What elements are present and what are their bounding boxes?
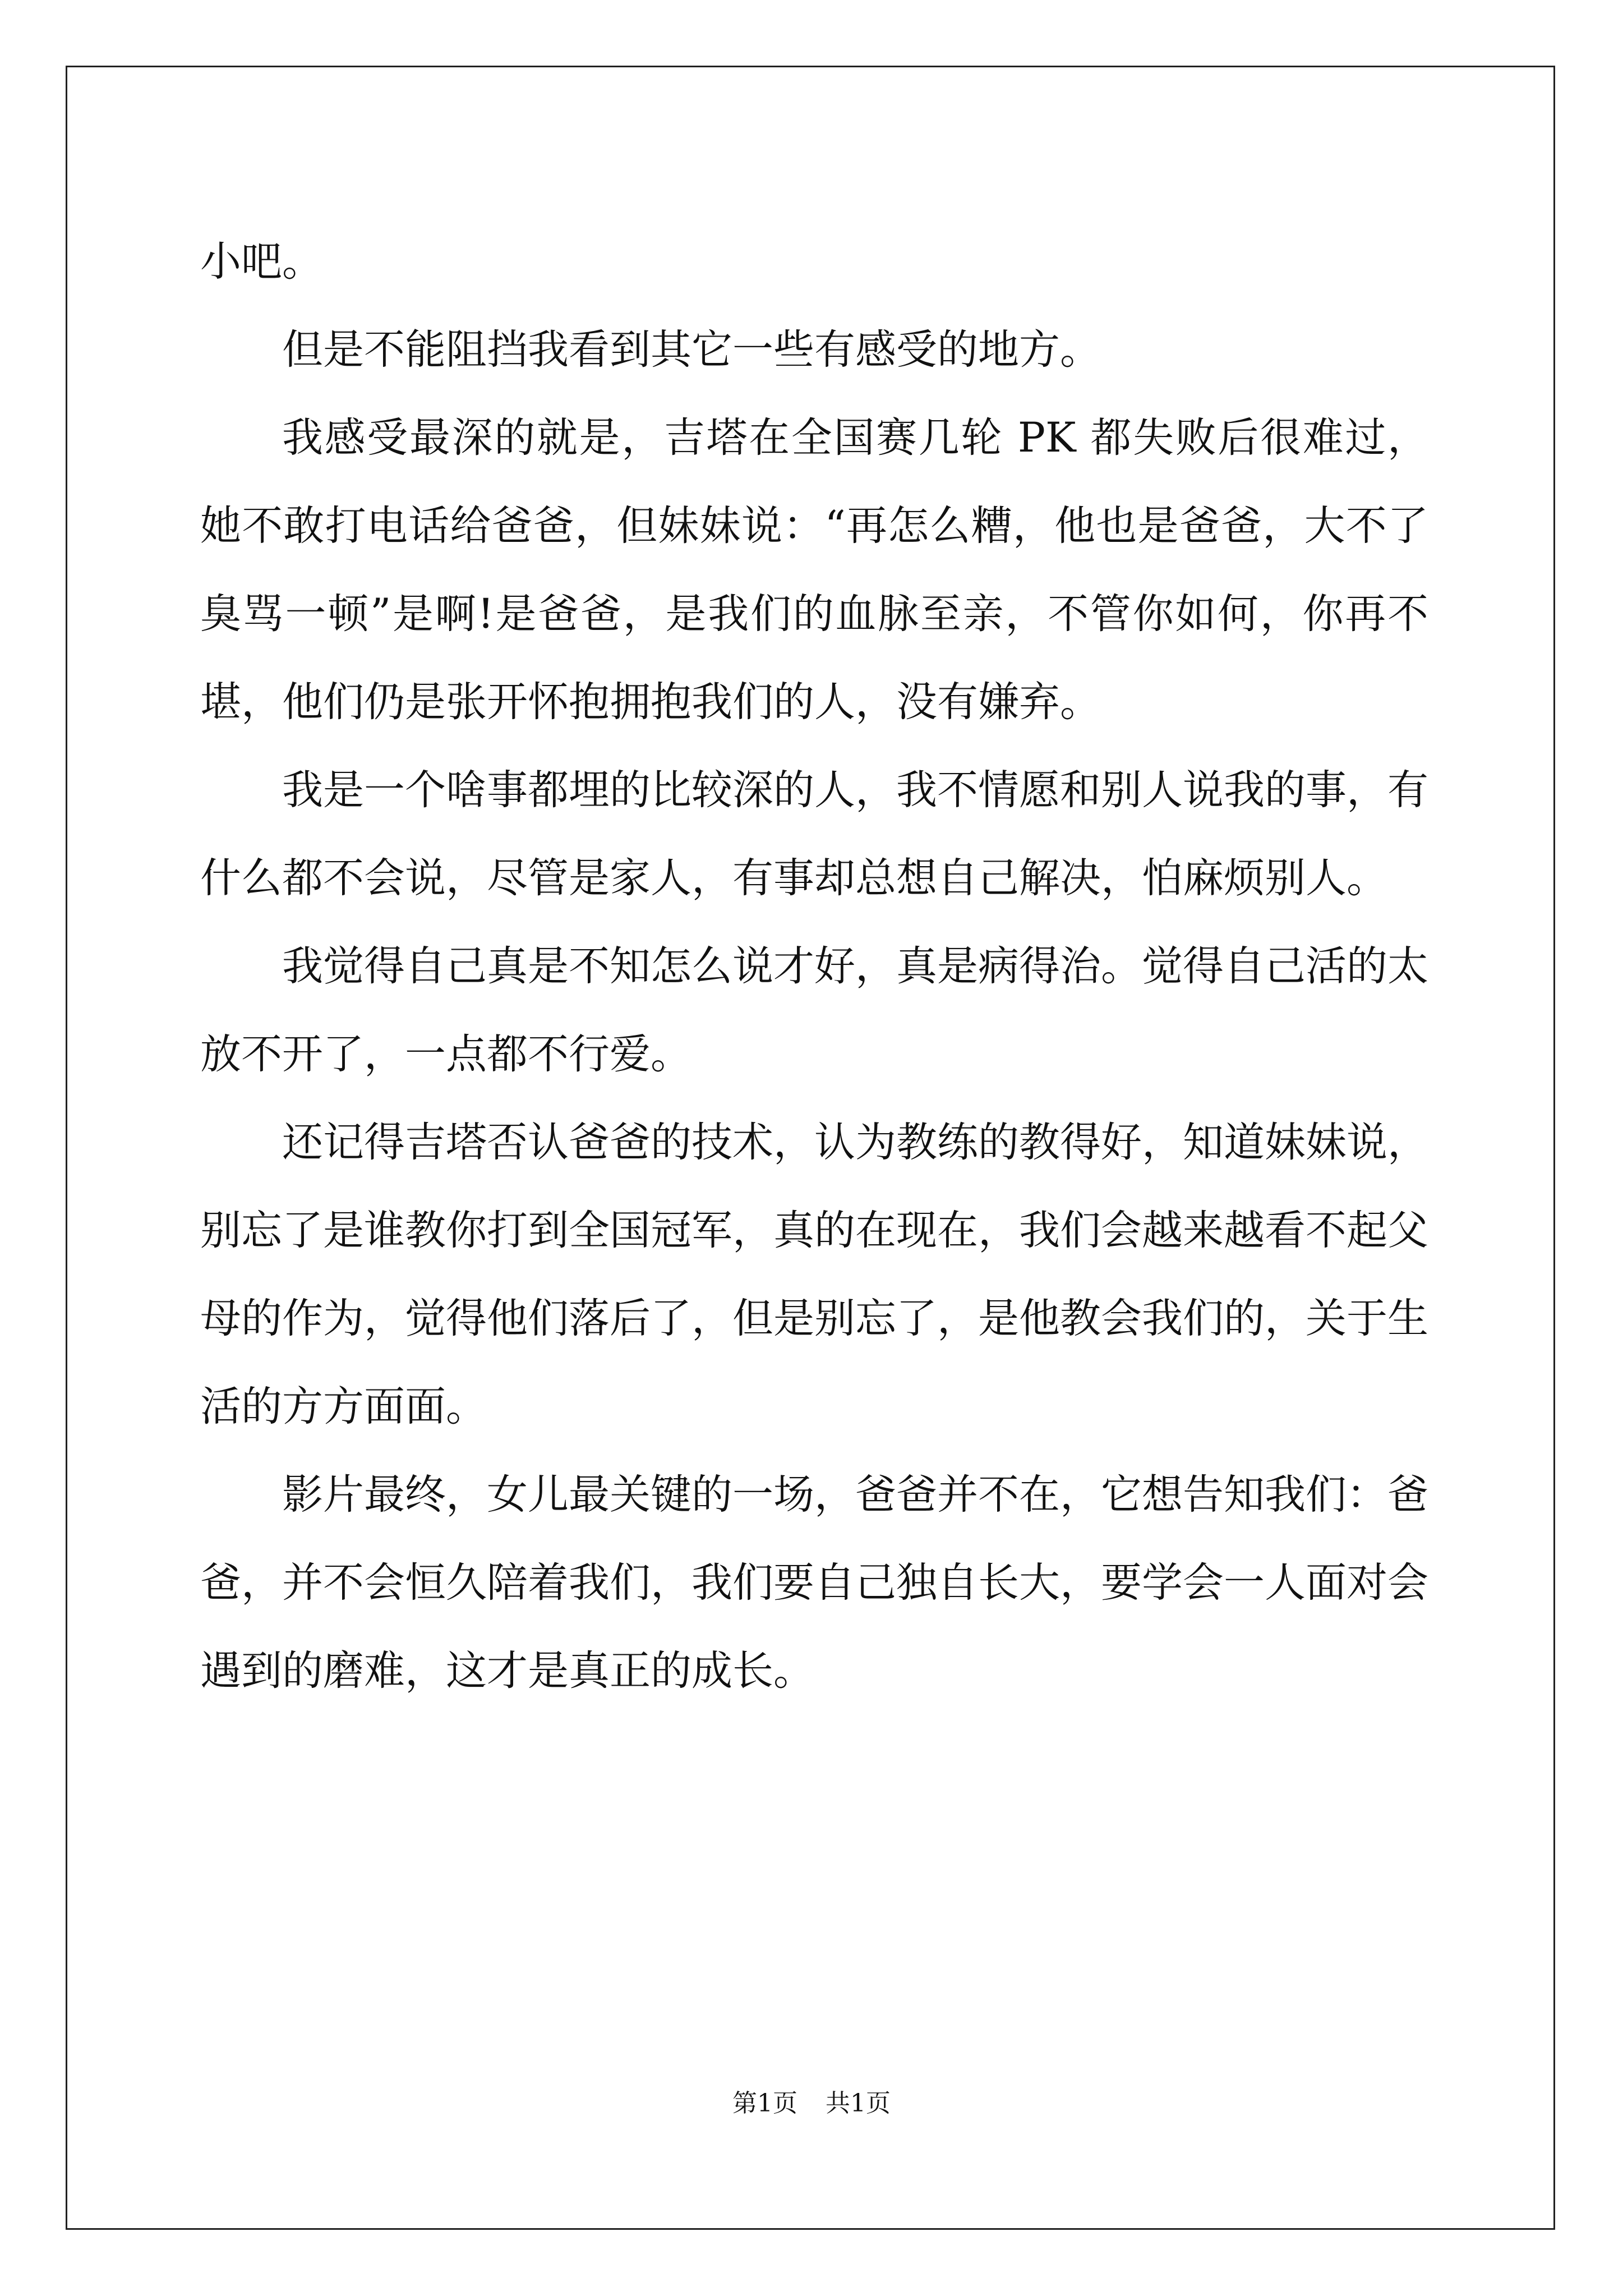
paragraph-4: 我是一个啥事都埋的比较深的人，我不情愿和别人说我的事，有什么都不会说，尽管是家人，有事却总想自己解决，怕麻烦别人。 (200, 766, 1428, 902)
document-body (200, 218, 1428, 1715)
paragraph-3: 我感受最深的就是，吉塔在全国赛几轮 PK 都失败后很难过，她不敢打电话给爸爸，但妹妹说：“再怎么糟，他也是爸爸，大不了臭骂一顿”是啊!是爸爸，是我们的血脉至亲，不管你如何，你再不堪，他们仍是张开怀抱拥抱我们的人，没有嫌弃。 (200, 414, 1428, 726)
paragraph-7: 影片最终，女儿最关键的一场，爸爸并不在，它想告知我们：爸爸，并不会恒久陪着我们，我们要自己独自长大，要学会一人面对会遇到的磨难，这才是真正的成长。 (200, 1471, 1428, 1695)
paragraph-1: 小吧。 (200, 238, 323, 286)
page-number-total: 共1页 (826, 2089, 891, 2118)
paragraph-6: 还记得吉塔否认爸爸的技术，认为教练的教得好，知道妹妹说，别忘了是谁教你打到全国冠军，真的在现在，我们会越来越看不起父母的作为，觉得他们落后了，但是别忘了，是他教会我们的，关于生活的方方面面。 (200, 1119, 1428, 1430)
paragraph-5: 我觉得自己真是不知怎么说才好，真是病得治。觉得自己活的太放不开了，一点都不行爱。 (200, 942, 1428, 1078)
page-number-current: 第1页 (732, 2089, 797, 2118)
paragraph-2: 但是不能阻挡我看到其它一些有感受的地方。 (282, 326, 1101, 374)
page-footer (0, 2087, 1623, 2120)
